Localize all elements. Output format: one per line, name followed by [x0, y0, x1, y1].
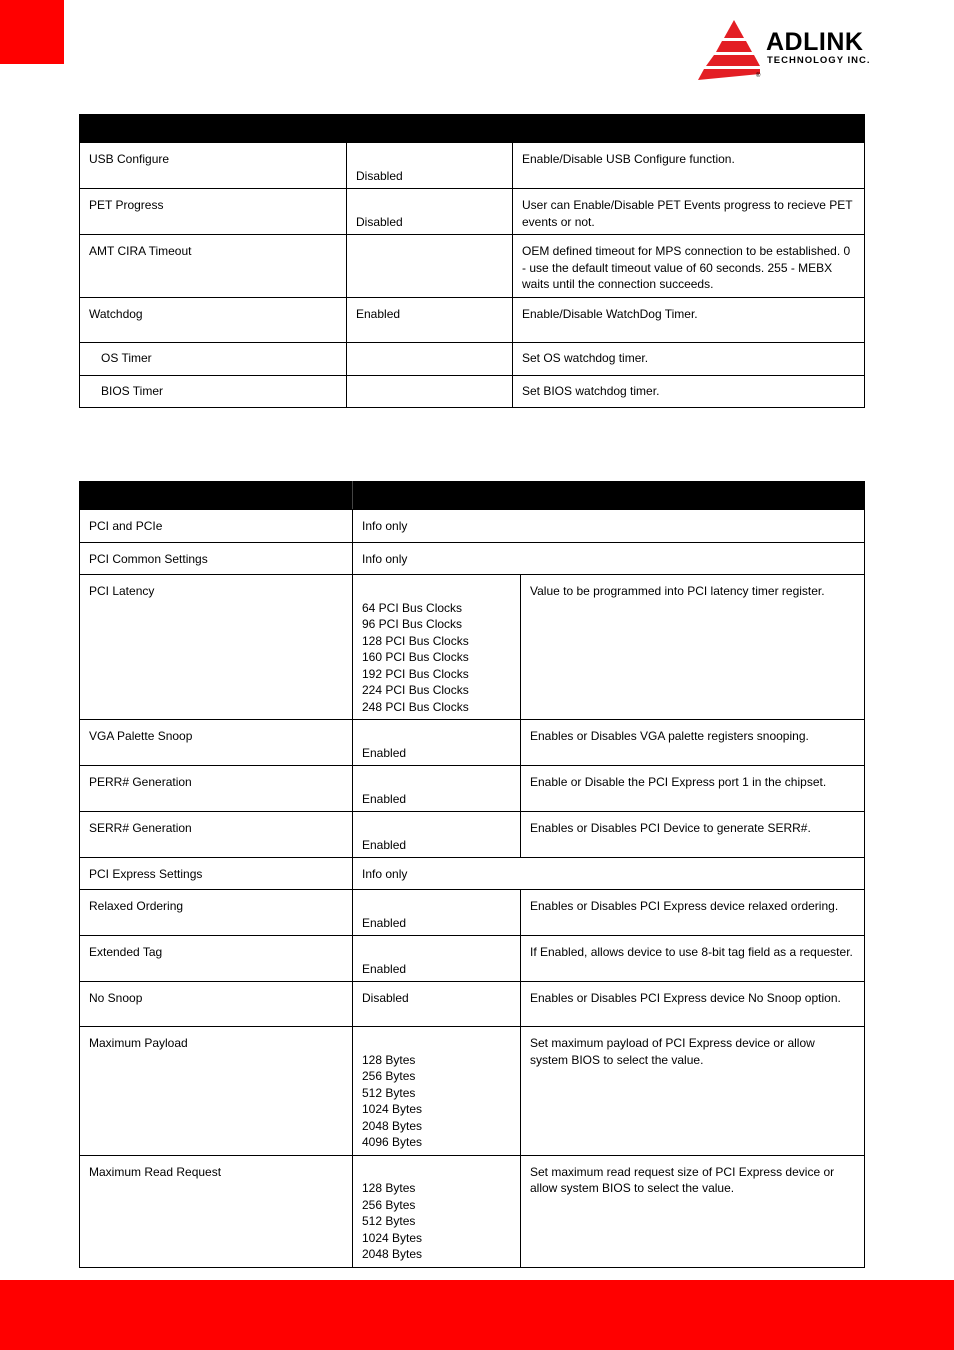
- setting-value-list: [353, 575, 521, 720]
- adlink-logo: [696, 18, 906, 82]
- setting-name: PCI Latency: [80, 575, 353, 720]
- setting-description: User can Enable/Disable PET Events progress to recieve PET events or not.: [513, 189, 865, 235]
- setting-value: Disabled: [347, 143, 513, 189]
- table-row: [80, 812, 865, 858]
- setting-name: Maximum Payload: [80, 1027, 353, 1156]
- table-row: [80, 1155, 865, 1267]
- option-value: 1024 Bytes: [362, 1102, 423, 1116]
- setting-description: Enables or Disables VGA palette registers snooping.: [521, 720, 865, 766]
- footer-band: [0, 1280, 954, 1350]
- table-row: [80, 982, 865, 1027]
- setting-value: [347, 375, 513, 407]
- setting-description: Set OS watchdog timer.: [513, 342, 865, 375]
- setting-name: AMT CIRA Timeout: [80, 235, 347, 298]
- setting-name: SERR# Generation: [80, 812, 353, 858]
- setting-name: USB Configure: [80, 143, 347, 189]
- setting-description: If Enabled, allows device to use 8-bit tag field as a requester.: [521, 936, 865, 982]
- setting-description: Enables or Disables PCI Device to generate SERR#.: [521, 812, 865, 858]
- option-value: 96 PCI Bus Clocks: [362, 617, 463, 631]
- option-value: 4096 Bytes: [362, 1135, 423, 1149]
- setting-description: OEM defined timeout for MPS connection to be established. 0 - use the default timeout value of 60 seconds. 255 - MEBX waits until the connection succeeds.: [513, 235, 865, 298]
- option-value: 64 PCI Bus Clocks: [362, 600, 463, 615]
- table-row: [80, 375, 865, 407]
- setting-description: Enables or Disables PCI Express device No Snoop option.: [521, 982, 865, 1027]
- option-value: 2048 Bytes: [362, 1247, 423, 1261]
- logo-tagline: TECHNOLOGY INC.: [767, 55, 871, 66]
- bios-settings-table-2: [79, 481, 865, 1268]
- setting-value-list: [353, 1155, 521, 1267]
- setting-name: PCI Express Settings: [80, 858, 353, 890]
- bios-settings-table-1: [79, 114, 865, 408]
- setting-description: Set BIOS watchdog timer.: [513, 375, 865, 407]
- setting-description: Enable/Disable USB Configure function.: [513, 143, 865, 189]
- table-row: [80, 143, 865, 189]
- table-row: [80, 543, 865, 575]
- setting-value: Disabled: [353, 982, 521, 1027]
- setting-description: Enable/Disable WatchDog Timer.: [513, 297, 865, 342]
- setting-name: Extended Tag: [80, 936, 353, 982]
- setting-value: Enabled: [347, 297, 513, 342]
- setting-description: Set maximum payload of PCI Express device or allow system BIOS to select the value.: [521, 1027, 865, 1156]
- option-value: 160 PCI Bus Clocks: [362, 650, 469, 664]
- pyramid-logo-icon: [696, 18, 760, 82]
- option-value: 512 Bytes: [362, 1214, 416, 1228]
- option-value: 256 Bytes: [362, 1069, 416, 1083]
- setting-description: Value to be programmed into PCI latency timer register.: [521, 575, 865, 720]
- setting-description: Enable or Disable the PCI Express port 1 in the chipset.: [521, 766, 865, 812]
- table-row: [80, 766, 865, 812]
- setting-value: [347, 235, 513, 298]
- setting-value: Enabled: [353, 890, 521, 936]
- table-row: [80, 235, 865, 298]
- setting-name: Maximum Read Request: [80, 1155, 353, 1267]
- setting-value-list: [353, 1027, 521, 1156]
- option-value: 256 Bytes: [362, 1197, 416, 1212]
- option-value: 192 PCI Bus Clocks: [362, 666, 469, 681]
- table-header-row: [80, 115, 865, 143]
- setting-value: Enabled: [353, 720, 521, 766]
- table-row: [80, 510, 865, 543]
- option-value: 248 PCI Bus Clocks: [362, 699, 469, 714]
- option-value: 128 PCI Bus Clocks: [362, 633, 469, 648]
- setting-name: Watchdog: [80, 297, 347, 342]
- table-row: [80, 297, 865, 342]
- setting-name: Relaxed Ordering: [80, 890, 353, 936]
- setting-name: PCI Common Settings: [80, 543, 353, 575]
- setting-value: Info only: [353, 510, 865, 543]
- logo-registered-mark: ®: [756, 73, 761, 79]
- setting-description: Set maximum read request size of PCI Express device or allow system BIOS to select the value.: [521, 1155, 865, 1267]
- table-row: [80, 189, 865, 235]
- option-value: 2048 Bytes: [362, 1118, 423, 1133]
- table-row: [80, 575, 865, 720]
- logo-wordmark: ADLINK: [766, 28, 864, 56]
- setting-name: OS Timer: [80, 342, 347, 375]
- setting-name: PCI and PCIe: [80, 510, 353, 543]
- option-value: 128 Bytes: [362, 1181, 416, 1195]
- table-row: [80, 1027, 865, 1156]
- corner-tab: [0, 0, 64, 64]
- setting-value: Info only: [353, 543, 865, 575]
- setting-name: PET Progress: [80, 189, 347, 235]
- setting-value: Info only: [353, 858, 865, 890]
- setting-value: Enabled: [353, 812, 521, 858]
- option-value: 512 Bytes: [362, 1085, 416, 1100]
- table-row: [80, 720, 865, 766]
- setting-value: Disabled: [347, 189, 513, 235]
- setting-name: VGA Palette Snoop: [80, 720, 353, 766]
- option-value: 1024 Bytes: [362, 1230, 423, 1245]
- setting-value: [347, 342, 513, 375]
- table-row: [80, 936, 865, 982]
- option-value: 224 PCI Bus Clocks: [362, 683, 469, 697]
- setting-name: BIOS Timer: [80, 375, 347, 407]
- setting-name: No Snoop: [80, 982, 353, 1027]
- setting-value: Enabled: [353, 936, 521, 982]
- table-row: [80, 342, 865, 375]
- setting-value: Enabled: [353, 766, 521, 812]
- setting-description: Enables or Disables PCI Express device relaxed ordering.: [521, 890, 865, 936]
- setting-name: PERR# Generation: [80, 766, 353, 812]
- table-row: [80, 858, 865, 890]
- table-row: [80, 890, 865, 936]
- table-header-row: [80, 482, 865, 510]
- option-value: 128 Bytes: [362, 1052, 416, 1067]
